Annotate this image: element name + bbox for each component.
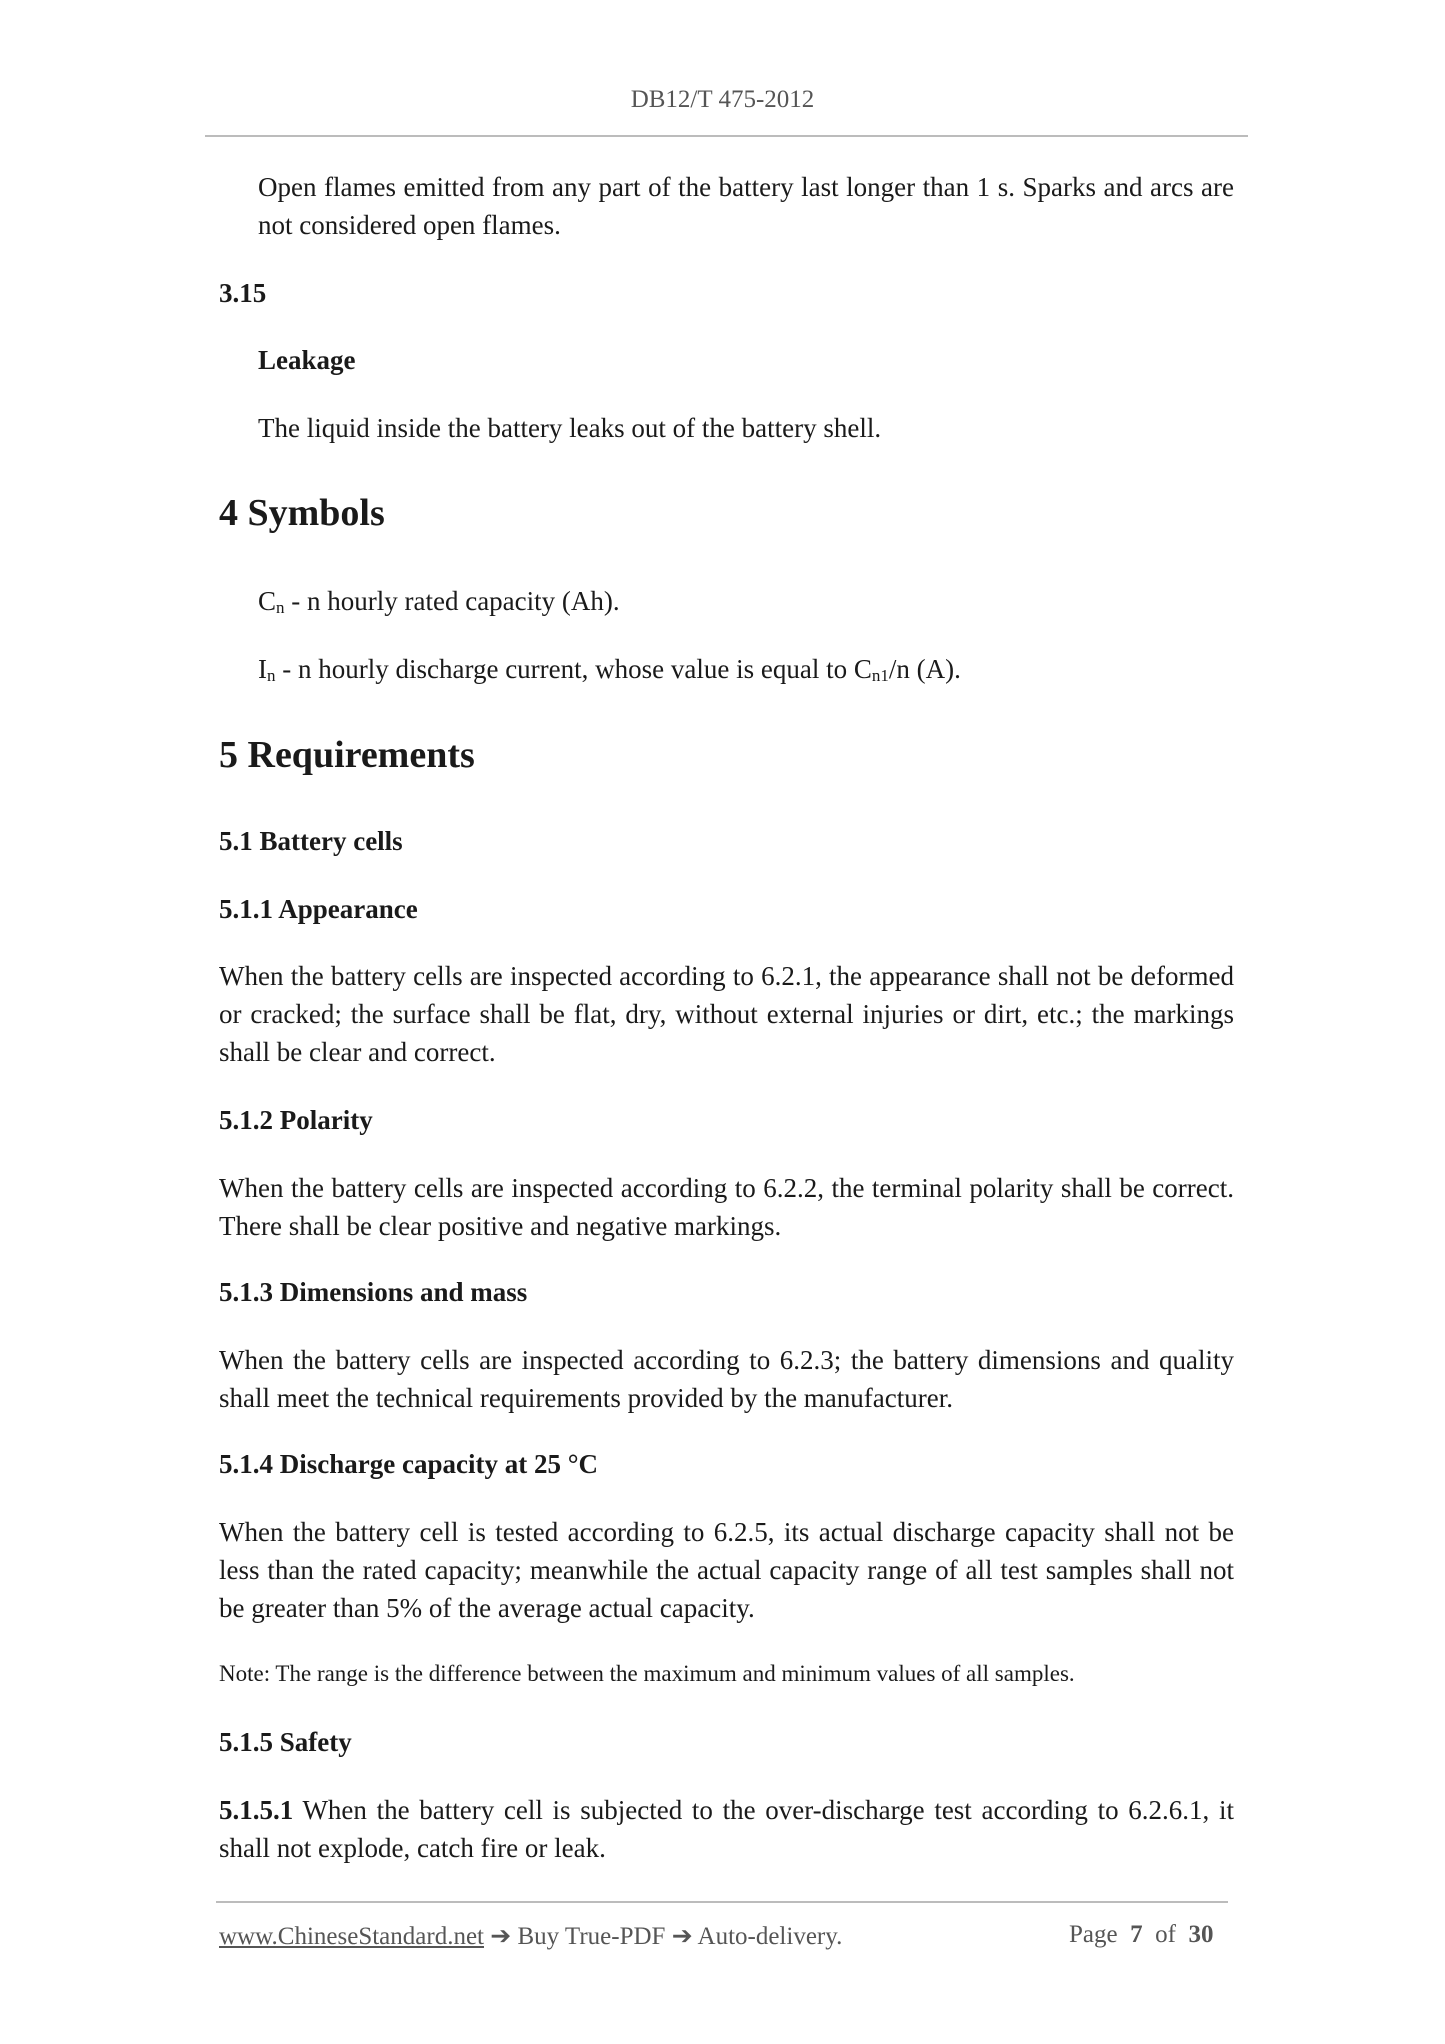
section-5-1-5-1-text: 5.1.5.1 When the battery cell is subjected to the over-discharge test according to 6.2.6.1, it shall not explode, catch fire or leak.: [219, 1795, 1234, 1863]
arrow-right-icon: ➔: [484, 1923, 518, 1950]
section-5-1-2-text: When the battery cells are inspected according to 6.2.2, the terminal polarity shall be correct. There shall be clear positive and negative markings.: [219, 1173, 1234, 1241]
footer-left: www.ChineseStandard.net ➔ Buy True-PDF ➔ Auto-delivery.: [219, 1923, 843, 1950]
section-5-1-3-heading: 5.1.3 Dimensions and mass: [219, 1277, 528, 1307]
document-id: DB12/T 475-2012: [630, 86, 815, 113]
section-5-1-5-1-number: 5.1.5.1: [219, 1795, 294, 1825]
symbol-in-line: $I_n$ - n hourly discharge current, whose value is equal to $C_{n1}/n$ (A).: [258, 654, 961, 685]
section-3-15-term: Leakage: [258, 345, 356, 375]
arrow-right-icon: ➔: [665, 1923, 698, 1950]
header-divider: [205, 135, 1248, 137]
section-5-1-4-note: Note: The range is the difference between the maximum and minimum values of all samples.: [219, 1661, 1075, 1686]
section-5-1-4-text: When the battery cell is tested according to 6.2.5, its actual discharge capacity shall not be less than the rated capacity; meanwhile the actual capacity range of all test samples shall not be greater than 5% of the average actual capacity.: [219, 1517, 1234, 1623]
section-5-1-3-text: When the battery cells are inspected according to 6.2.3; the battery dimensions and quality shall meet the technical requirements provided by the manufacturer.: [219, 1345, 1234, 1413]
section-5-1-4-heading: 5.1.4 Discharge capacity at 25 °C: [219, 1449, 598, 1479]
page-indicator: Page 7 of 30: [1069, 1921, 1214, 1948]
section-5-1-heading: 5.1 Battery cells: [219, 826, 403, 856]
current-page-number: 7: [1130, 1921, 1143, 1948]
section-3-15-number: 3.15: [219, 278, 267, 308]
section-3-15-definition: The liquid inside the battery leaks out of the battery shell.: [258, 413, 882, 443]
section-5-1-5-heading: 5.1.5 Safety: [219, 1727, 352, 1757]
section-5-1-2-heading: 5.1.2 Polarity: [219, 1105, 373, 1135]
section-5-1-1-heading: 5.1.1 Appearance: [219, 894, 418, 924]
section-5-1-1-text: When the battery cells are inspected according to 6.2.1, the appearance shall not be deformed or cracked; the surface shall be flat, dry, without external injuries or dirt, etc.; the markings shall be clear and correct.: [219, 961, 1234, 1067]
footer-divider: [216, 1901, 1228, 1903]
symbol-cn-line: $C_n$ - n hourly rated capacity (Ah).: [258, 586, 620, 617]
open-flame-paragraph: Open flames emitted from any part of the battery last longer than 1 s. Sparks and arcs are not considered open flames.: [258, 172, 1234, 240]
section-4-heading: 4 Symbols: [219, 492, 385, 534]
total-pages-number: 30: [1188, 1921, 1214, 1948]
section-5-heading: 5 Requirements: [219, 734, 475, 776]
chinesestandard-link[interactable]: www.ChineseStandard.net: [219, 1923, 484, 1950]
